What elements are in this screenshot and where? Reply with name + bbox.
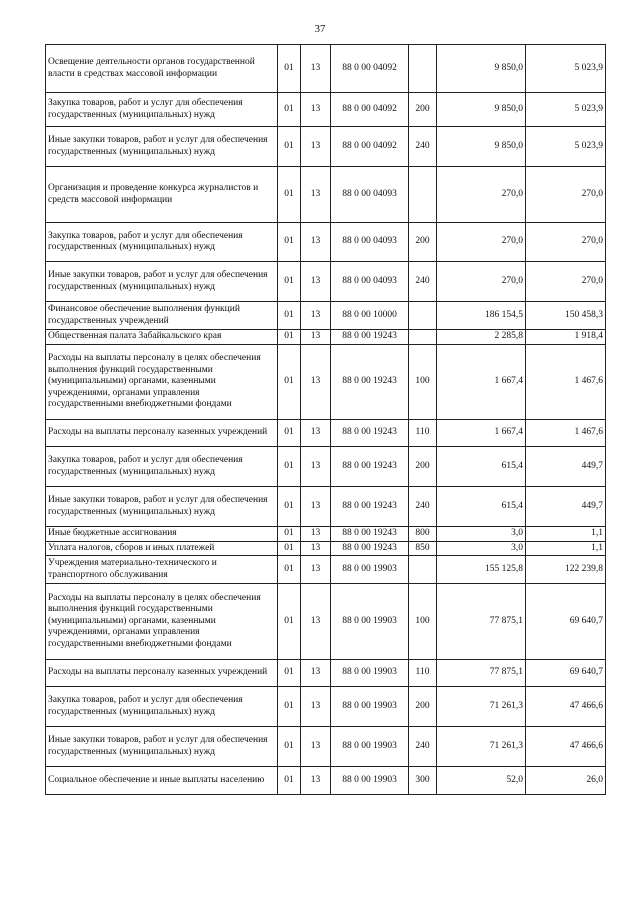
table-row bbox=[46, 556, 606, 584]
section-code: 01 bbox=[278, 345, 301, 420]
row-name: Освещение деятельности органов государственной власти в средствах массовой информации bbox=[46, 45, 278, 93]
section-code: 01 bbox=[278, 660, 301, 687]
subsection-code: 13 bbox=[301, 262, 331, 302]
section-code: 01 bbox=[278, 527, 301, 542]
section-code: 01 bbox=[278, 487, 301, 527]
subsection-code: 13 bbox=[301, 167, 331, 223]
amount-executed: 5 023,9 bbox=[526, 127, 606, 167]
amount-executed: 1 467,6 bbox=[526, 345, 606, 420]
amount-executed: 150 458,3 bbox=[526, 302, 606, 330]
amount-executed: 1,1 bbox=[526, 527, 606, 542]
target-article-code: 88 0 00 04092 bbox=[331, 93, 409, 127]
expense-type-code: 240 bbox=[409, 262, 437, 302]
subsection-code: 13 bbox=[301, 687, 331, 727]
expense-type-code: 100 bbox=[409, 345, 437, 420]
amount-executed: 5 023,9 bbox=[526, 45, 606, 93]
target-article-code: 88 0 00 19243 bbox=[331, 345, 409, 420]
subsection-code: 13 bbox=[301, 345, 331, 420]
expense-type-code bbox=[409, 556, 437, 584]
amount-planned: 9 850,0 bbox=[437, 45, 526, 93]
section-code: 01 bbox=[278, 93, 301, 127]
target-article-code: 88 0 00 19903 bbox=[331, 727, 409, 767]
row-name: Уплата налогов, сборов и иных платежей bbox=[46, 541, 278, 556]
table-row bbox=[46, 541, 606, 556]
expense-type-code: 850 bbox=[409, 541, 437, 556]
target-article-code: 88 0 00 04093 bbox=[331, 223, 409, 262]
section-code: 01 bbox=[278, 767, 301, 795]
row-name: Иные закупки товаров, работ и услуг для обеспечения государственных (муниципальных) нужд bbox=[46, 487, 278, 527]
section-code: 01 bbox=[278, 262, 301, 302]
section-code: 01 bbox=[278, 727, 301, 767]
amount-executed: 47 466,6 bbox=[526, 727, 606, 767]
row-name: Иные бюджетные ассигнования bbox=[46, 527, 278, 542]
row-name: Расходы на выплаты персоналу казенных учреждений bbox=[46, 420, 278, 447]
amount-executed: 122 239,8 bbox=[526, 556, 606, 584]
subsection-code: 13 bbox=[301, 127, 331, 167]
row-name: Закупка товаров, работ и услуг для обеспечения государственных (муниципальных) нужд bbox=[46, 687, 278, 727]
target-article-code: 88 0 00 19243 bbox=[331, 447, 409, 487]
amount-executed: 47 466,6 bbox=[526, 687, 606, 727]
subsection-code: 13 bbox=[301, 541, 331, 556]
row-name: Закупка товаров, работ и услуг для обеспечения государственных (муниципальных) нужд bbox=[46, 93, 278, 127]
row-name: Организация и проведение конкурса журналистов и средств массовой информации bbox=[46, 167, 278, 223]
amount-planned: 270,0 bbox=[437, 167, 526, 223]
row-name: Закупка товаров, работ и услуг для обеспечения государственных (муниципальных) нужд bbox=[46, 223, 278, 262]
amount-planned: 615,4 bbox=[437, 487, 526, 527]
amount-executed: 69 640,7 bbox=[526, 584, 606, 660]
expense-type-code: 200 bbox=[409, 447, 437, 487]
expense-type-code: 200 bbox=[409, 93, 437, 127]
section-code: 01 bbox=[278, 447, 301, 487]
page-number: 37 bbox=[314, 23, 326, 35]
row-name: Социальное обеспечение и иные выплаты населению bbox=[46, 767, 278, 795]
table-row bbox=[46, 727, 606, 767]
amount-planned: 270,0 bbox=[437, 223, 526, 262]
table-row bbox=[46, 167, 606, 223]
table-row bbox=[46, 330, 606, 345]
amount-planned: 77 875,1 bbox=[437, 584, 526, 660]
expense-type-code: 100 bbox=[409, 584, 437, 660]
subsection-code: 13 bbox=[301, 93, 331, 127]
target-article-code: 88 0 00 19903 bbox=[331, 767, 409, 795]
table-row bbox=[46, 127, 606, 167]
amount-planned: 9 850,0 bbox=[437, 127, 526, 167]
section-code: 01 bbox=[278, 556, 301, 584]
table-row bbox=[46, 223, 606, 262]
target-article-code: 88 0 00 10000 bbox=[331, 302, 409, 330]
row-name: Иные закупки товаров, работ и услуг для обеспечения государственных (муниципальных) нужд bbox=[46, 262, 278, 302]
target-article-code: 88 0 00 19243 bbox=[331, 330, 409, 345]
subsection-code: 13 bbox=[301, 223, 331, 262]
amount-planned: 3,0 bbox=[437, 527, 526, 542]
section-code: 01 bbox=[278, 302, 301, 330]
row-name: Расходы на выплаты персоналу казенных учреждений bbox=[46, 660, 278, 687]
section-code: 01 bbox=[278, 45, 301, 93]
amount-executed: 1 918,4 bbox=[526, 330, 606, 345]
table-row bbox=[46, 527, 606, 542]
subsection-code: 13 bbox=[301, 45, 331, 93]
section-code: 01 bbox=[278, 167, 301, 223]
table-row bbox=[46, 660, 606, 687]
amount-executed: 270,0 bbox=[526, 262, 606, 302]
amount-planned: 270,0 bbox=[437, 262, 526, 302]
amount-planned: 155 125,8 bbox=[437, 556, 526, 584]
table-row bbox=[46, 487, 606, 527]
target-article-code: 88 0 00 19243 bbox=[331, 420, 409, 447]
expense-type-code bbox=[409, 45, 437, 93]
table-row bbox=[46, 767, 606, 795]
subsection-code: 13 bbox=[301, 556, 331, 584]
amount-planned: 1 667,4 bbox=[437, 345, 526, 420]
expense-type-code: 110 bbox=[409, 420, 437, 447]
target-article-code: 88 0 00 19243 bbox=[331, 527, 409, 542]
section-code: 01 bbox=[278, 687, 301, 727]
section-code: 01 bbox=[278, 127, 301, 167]
target-article-code: 88 0 00 19243 bbox=[331, 541, 409, 556]
subsection-code: 13 bbox=[301, 727, 331, 767]
section-code: 01 bbox=[278, 420, 301, 447]
amount-planned: 9 850,0 bbox=[437, 93, 526, 127]
section-code: 01 bbox=[278, 330, 301, 345]
expense-type-code: 240 bbox=[409, 127, 437, 167]
table-row bbox=[46, 302, 606, 330]
subsection-code: 13 bbox=[301, 447, 331, 487]
expense-type-code bbox=[409, 302, 437, 330]
amount-executed: 270,0 bbox=[526, 223, 606, 262]
amount-executed: 270,0 bbox=[526, 167, 606, 223]
amount-executed: 69 640,7 bbox=[526, 660, 606, 687]
table-row bbox=[46, 45, 606, 93]
section-code: 01 bbox=[278, 541, 301, 556]
expense-type-code bbox=[409, 167, 437, 223]
subsection-code: 13 bbox=[301, 487, 331, 527]
subsection-code: 13 bbox=[301, 330, 331, 345]
amount-planned: 2 285,8 bbox=[437, 330, 526, 345]
amount-planned: 186 154,5 bbox=[437, 302, 526, 330]
amount-planned: 1 667,4 bbox=[437, 420, 526, 447]
amount-planned: 615,4 bbox=[437, 447, 526, 487]
table-row bbox=[46, 687, 606, 727]
row-name: Общественная палата Забайкальского края bbox=[46, 330, 278, 345]
expense-type-code: 240 bbox=[409, 487, 437, 527]
amount-planned: 3,0 bbox=[437, 541, 526, 556]
target-article-code: 88 0 00 19903 bbox=[331, 687, 409, 727]
section-code: 01 bbox=[278, 584, 301, 660]
amount-executed: 1 467,6 bbox=[526, 420, 606, 447]
row-name: Иные закупки товаров, работ и услуг для обеспечения государственных (муниципальных) нужд bbox=[46, 127, 278, 167]
table-row bbox=[46, 345, 606, 420]
subsection-code: 13 bbox=[301, 767, 331, 795]
subsection-code: 13 bbox=[301, 527, 331, 542]
budget-table bbox=[45, 44, 606, 795]
amount-executed: 26,0 bbox=[526, 767, 606, 795]
table-row bbox=[46, 447, 606, 487]
expense-type-code bbox=[409, 330, 437, 345]
expense-type-code: 200 bbox=[409, 687, 437, 727]
amount-executed: 5 023,9 bbox=[526, 93, 606, 127]
amount-planned: 52,0 bbox=[437, 767, 526, 795]
amount-executed: 1,1 bbox=[526, 541, 606, 556]
table-row bbox=[46, 584, 606, 660]
target-article-code: 88 0 00 04092 bbox=[331, 45, 409, 93]
subsection-code: 13 bbox=[301, 660, 331, 687]
expense-type-code: 240 bbox=[409, 727, 437, 767]
target-article-code: 88 0 00 19903 bbox=[331, 556, 409, 584]
table-row bbox=[46, 93, 606, 127]
budget-table-body bbox=[46, 45, 606, 795]
section-code: 01 bbox=[278, 223, 301, 262]
row-name: Закупка товаров, работ и услуг для обеспечения государственных (муниципальных) нужд bbox=[46, 447, 278, 487]
row-name: Учреждения материально-технического и транспортного обслуживания bbox=[46, 556, 278, 584]
amount-executed: 449,7 bbox=[526, 447, 606, 487]
amount-planned: 77 875,1 bbox=[437, 660, 526, 687]
row-name: Финансовое обеспечение выполнения функций государственных учреждений bbox=[46, 302, 278, 330]
expense-type-code: 300 bbox=[409, 767, 437, 795]
target-article-code: 88 0 00 19903 bbox=[331, 660, 409, 687]
target-article-code: 88 0 00 19243 bbox=[331, 487, 409, 527]
amount-planned: 71 261,3 bbox=[437, 727, 526, 767]
expense-type-code: 110 bbox=[409, 660, 437, 687]
expense-type-code: 800 bbox=[409, 527, 437, 542]
row-name: Расходы на выплаты персоналу в целях обеспечения выполнения функций государственными (муниципальными) органами, казенными учреждениями, органами управления государственными внебюджетными фондами bbox=[46, 584, 278, 660]
subsection-code: 13 bbox=[301, 420, 331, 447]
amount-executed: 449,7 bbox=[526, 487, 606, 527]
table-row bbox=[46, 420, 606, 447]
subsection-code: 13 bbox=[301, 584, 331, 660]
amount-planned: 71 261,3 bbox=[437, 687, 526, 727]
row-name: Иные закупки товаров, работ и услуг для обеспечения государственных (муниципальных) нужд bbox=[46, 727, 278, 767]
row-name: Расходы на выплаты персоналу в целях обеспечения выполнения функций государственными (муниципальными) органами, казенными учреждениями, органами управления государственными внебюджетными фондами bbox=[46, 345, 278, 420]
expense-type-code: 200 bbox=[409, 223, 437, 262]
table-row bbox=[46, 262, 606, 302]
target-article-code: 88 0 00 04092 bbox=[331, 127, 409, 167]
target-article-code: 88 0 00 04093 bbox=[331, 167, 409, 223]
target-article-code: 88 0 00 19903 bbox=[331, 584, 409, 660]
target-article-code: 88 0 00 04093 bbox=[331, 262, 409, 302]
subsection-code: 13 bbox=[301, 302, 331, 330]
